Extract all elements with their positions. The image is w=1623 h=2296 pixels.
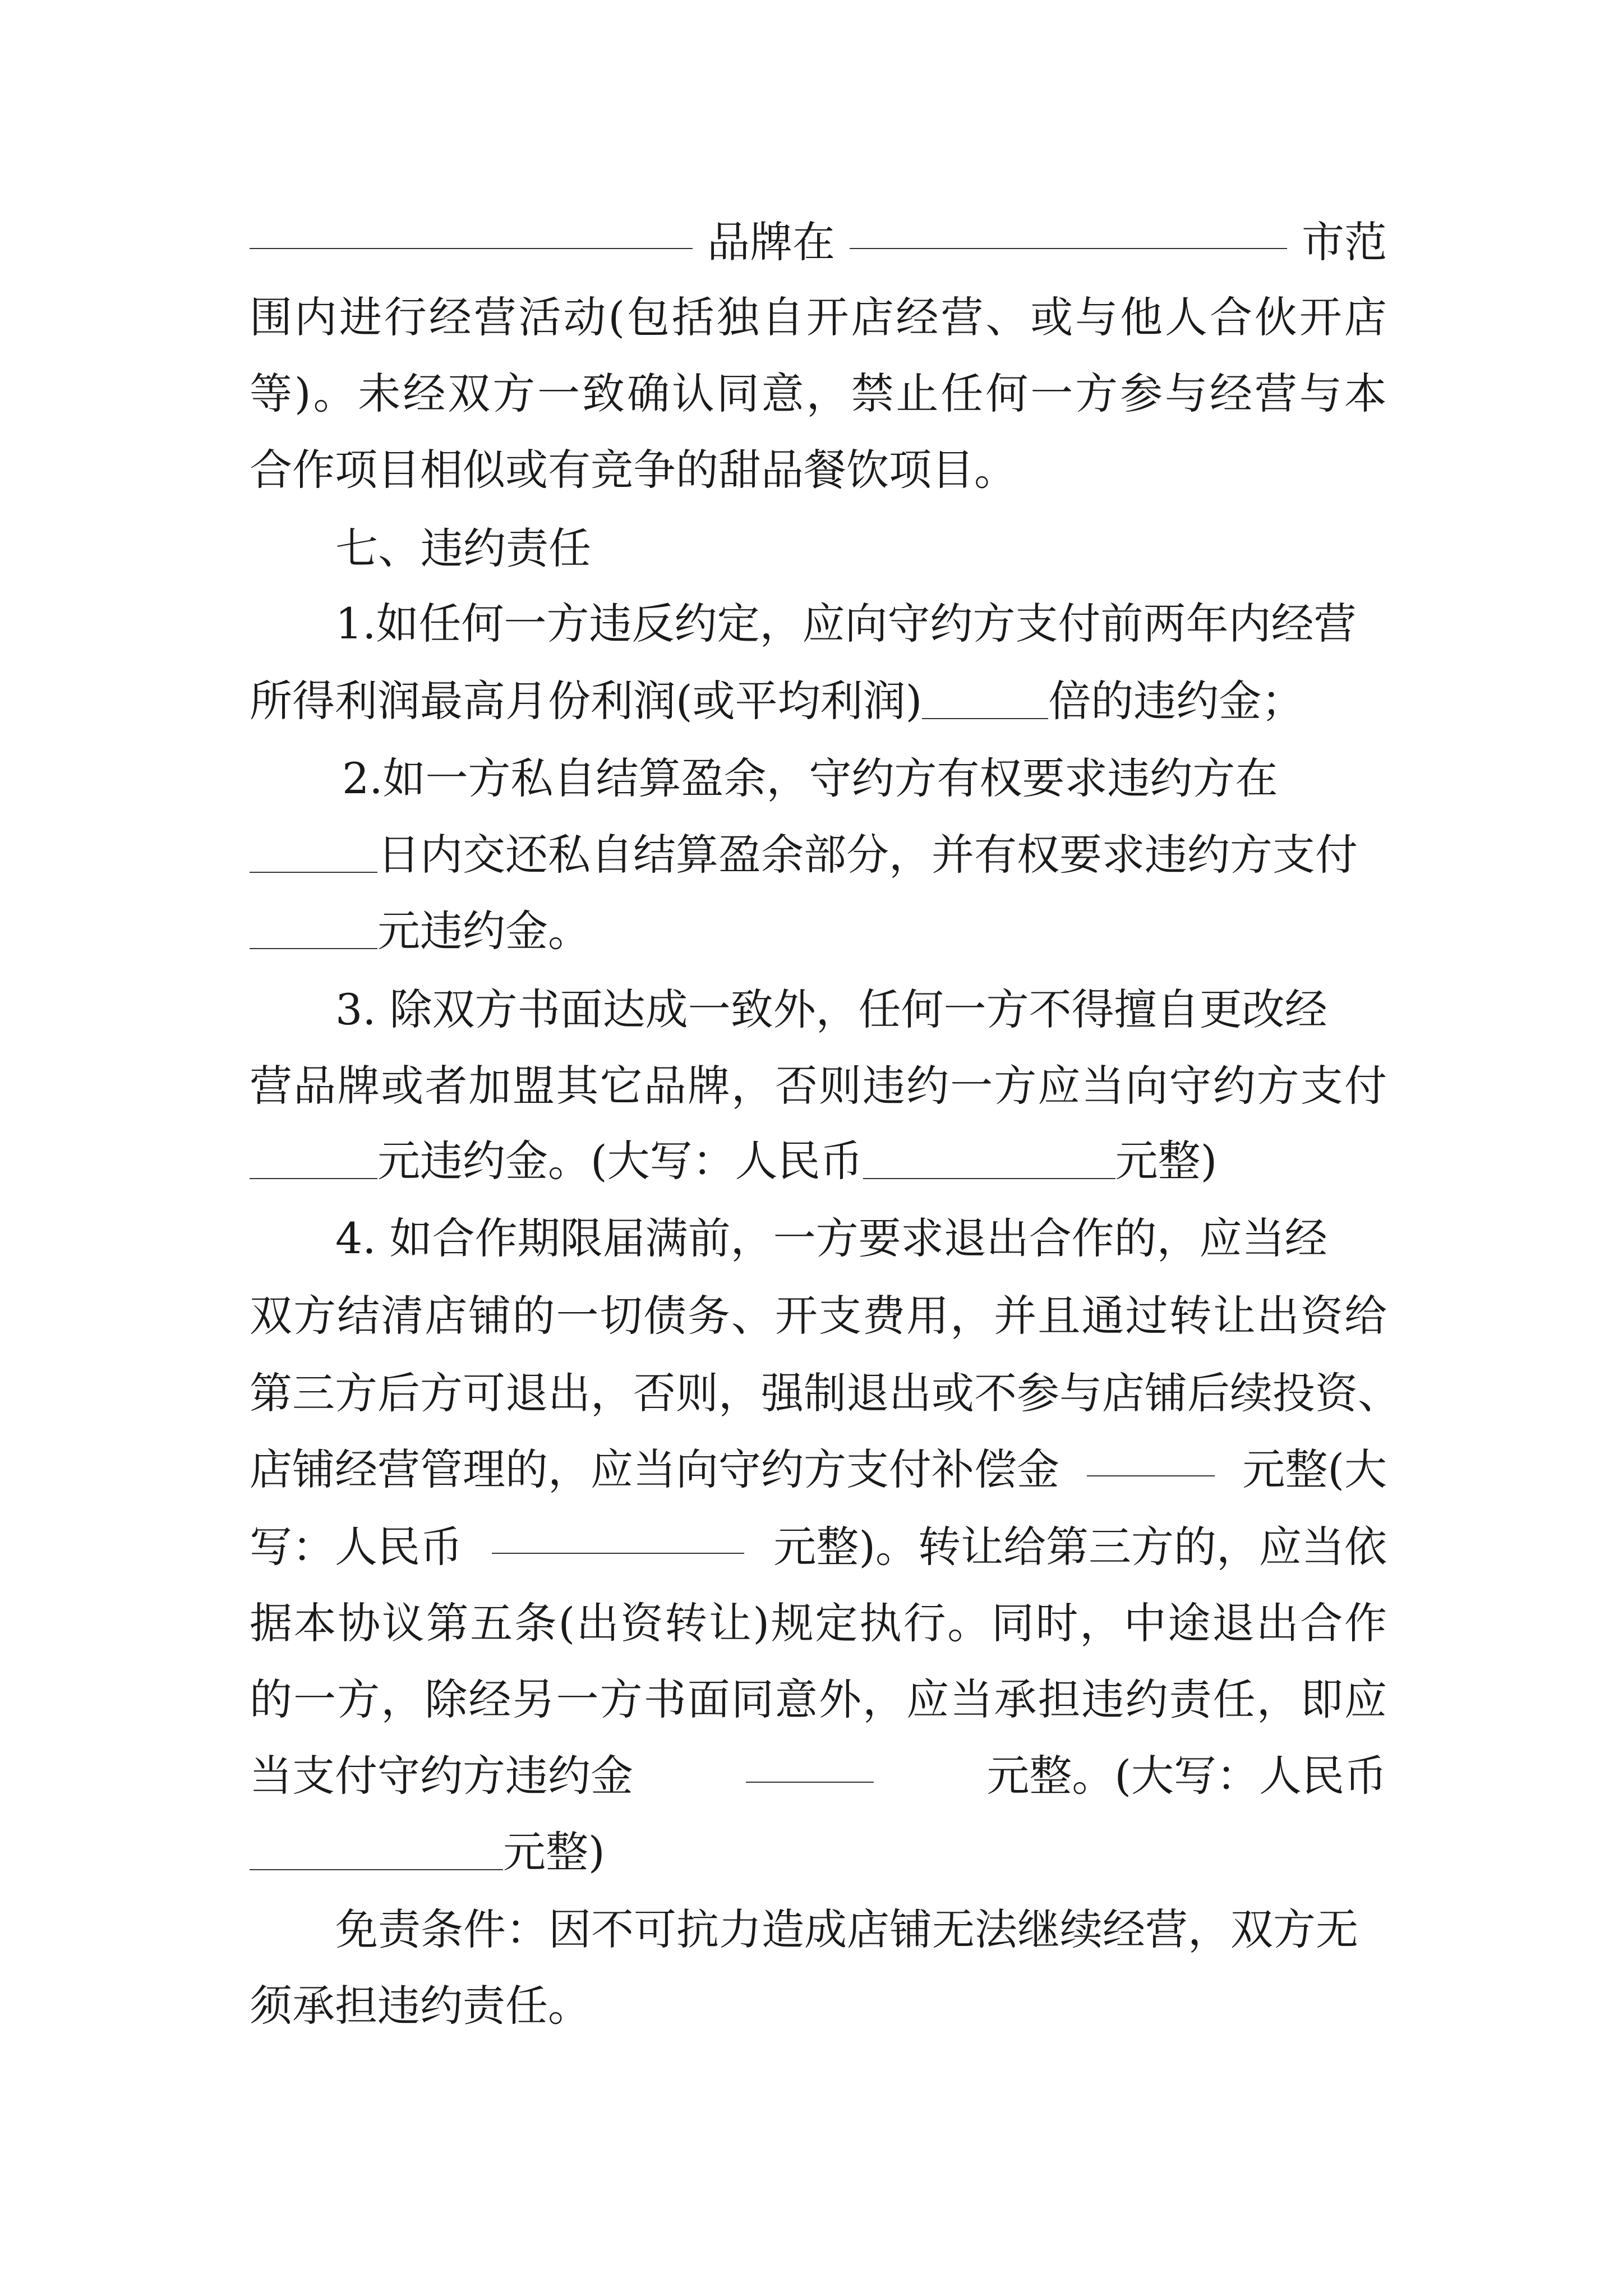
text-char: 议 <box>381 1598 425 1648</box>
text-char: 担 <box>1038 1674 1081 1724</box>
text-char: 合 <box>1300 1598 1343 1648</box>
text-char: 品 <box>643 1061 686 1111</box>
text-char: 合 <box>1209 292 1252 342</box>
text-char: 退 <box>846 1368 889 1418</box>
text-char: 伙 <box>1254 292 1297 342</box>
text-char: 约 <box>1212 1061 1256 1111</box>
text-char: 。 <box>313 369 356 418</box>
text-char: 切 <box>600 1291 643 1341</box>
text-char: 经 <box>403 369 446 418</box>
text-char: 后 <box>377 1368 420 1418</box>
text-char: 应 <box>906 1674 949 1724</box>
text-char: 让 <box>1212 1291 1256 1341</box>
text-char: 他 <box>1120 292 1163 342</box>
text-char: 规 <box>771 1598 814 1648</box>
text-char: ， <box>1256 1674 1299 1724</box>
text-char: 与 <box>1299 369 1342 418</box>
text-char: 止 <box>896 369 939 418</box>
text-fragment: 当支付守约方违约金 <box>250 1751 633 1801</box>
text-char: 一 <box>950 1061 993 1111</box>
text-char: 确 <box>626 369 670 418</box>
text-char: 活 <box>518 292 561 342</box>
text-char: 经 <box>896 292 939 342</box>
text-char: 开 <box>1299 292 1342 342</box>
text-char: 包 <box>626 292 670 342</box>
text-char: 方 <box>420 1368 463 1418</box>
clause-3-line <box>250 1052 1387 1120</box>
text-char: 协 <box>338 1598 381 1648</box>
text-char: 禁 <box>851 369 894 418</box>
text-char: 参 <box>1120 369 1163 418</box>
text-char: 一 <box>293 1674 336 1724</box>
paragraph-text: 2.如一方私自结算盈余，守约方有权要求违约方在 <box>342 753 1278 803</box>
text-char: 未 <box>358 369 401 418</box>
text-char: ， <box>863 1674 906 1724</box>
text-char: 。 <box>947 1598 990 1648</box>
blank-underline <box>250 1830 503 1870</box>
text-char: 同 <box>731 1674 774 1724</box>
exemption-line <box>335 1896 1387 1963</box>
text-fragment: 店铺经营管理的，应当向守约方支付补偿金 <box>250 1444 1059 1494</box>
blank-underline <box>250 1139 377 1179</box>
paragraph-text: 免责条件：因不可抗力造成店铺无法继续经营，双方无 <box>335 1904 1358 1954</box>
paragraph-text: 1.如任何一方违反约定，应向守约方支付前两年内经营 <box>335 599 1357 648</box>
text-char: 出 <box>889 1368 932 1418</box>
text-char: 牌 <box>337 1061 380 1111</box>
text-char: 方 <box>1075 369 1118 418</box>
text-char: 围 <box>250 292 292 342</box>
clause-4-line <box>250 1436 1387 1503</box>
text-char: 品 <box>293 1061 336 1111</box>
text-char: 一 <box>537 369 580 418</box>
text-char: 应 <box>1344 1674 1387 1724</box>
text-fragment: 日内交还私自结算盈余部分，并有权要求违约方支付 <box>377 830 1358 880</box>
text-char: 否 <box>774 1061 818 1111</box>
text-char: 制 <box>804 1368 846 1418</box>
text-char: ) <box>753 1598 769 1648</box>
text-char: 方 <box>293 1291 336 1341</box>
clause-4-line <box>250 1282 1387 1350</box>
text-line <box>250 284 1387 351</box>
text-char: 本 <box>293 1598 336 1648</box>
blank-underline <box>250 209 693 249</box>
text-fragment: 元整) <box>503 1827 605 1877</box>
text-char: 则 <box>819 1061 862 1111</box>
text-char: 向 <box>1125 1061 1168 1111</box>
text-char: ， <box>806 369 849 418</box>
text-char: ( <box>558 1598 575 1648</box>
text-char: 者 <box>425 1061 468 1111</box>
text-char: 通 <box>1081 1291 1124 1341</box>
text-fragment: 写：人民币 <box>250 1522 463 1572</box>
text-char: 务 <box>687 1291 730 1341</box>
text-char: ， <box>381 1674 424 1724</box>
text-char: 责 <box>1169 1674 1212 1724</box>
clause-4-line <box>250 1513 1387 1581</box>
text-char: 独 <box>716 292 759 342</box>
text-char: 转 <box>665 1598 708 1648</box>
text-char: 铺 <box>468 1291 511 1341</box>
text-char: 或 <box>381 1061 424 1111</box>
blank-underline <box>1087 1436 1215 1476</box>
text-char: 当 <box>950 1674 993 1724</box>
text-char: 店 <box>425 1291 468 1341</box>
text-line <box>250 209 1387 276</box>
text-char: 等 <box>250 369 292 418</box>
text-char: 与 <box>1059 1368 1102 1418</box>
text-char: 即 <box>1300 1674 1343 1724</box>
text-char: 进 <box>339 292 382 342</box>
text-char: 债 <box>643 1291 686 1341</box>
text-char: ， <box>591 1368 633 1418</box>
text-char: 自 <box>761 292 804 342</box>
text-char: ， <box>1080 1598 1123 1648</box>
clause-4-line <box>250 1360 1400 1427</box>
text-char: 认 <box>671 369 714 418</box>
text-char: 括 <box>671 292 714 342</box>
text-char: 方 <box>600 1674 643 1724</box>
text-char: ( <box>608 292 625 342</box>
text-char: 作 <box>1344 1598 1387 1648</box>
text-char: 经 <box>428 292 472 342</box>
text-char: 面 <box>687 1674 730 1724</box>
text-char: 条 <box>514 1598 557 1648</box>
text-char: 外 <box>819 1674 862 1724</box>
clause-1-line <box>250 668 1387 735</box>
text-char: 盟 <box>512 1061 555 1111</box>
text-char: 应 <box>1038 1061 1081 1111</box>
text-char: 营 <box>940 292 984 342</box>
text-char: 致 <box>582 369 625 418</box>
blank-underline <box>863 1139 1115 1179</box>
text-char: 执 <box>859 1598 902 1648</box>
text-char: 它 <box>600 1061 643 1111</box>
text-char: 、 <box>985 292 1029 342</box>
text-char: 除 <box>425 1674 468 1724</box>
text-char: 资 <box>1315 1368 1358 1418</box>
blank-underline <box>492 1513 744 1554</box>
text-char: 出 <box>548 1368 591 1418</box>
paragraph-text: 3. 除双方书面达成一致外，任何一方不得擅自更改经 <box>335 984 1327 1034</box>
text-char: 转 <box>1169 1291 1212 1341</box>
text-char: 出 <box>1256 1291 1299 1341</box>
paragraph-text: 合作项目相似或有竞争的甜品餐饮项目。 <box>250 445 1017 495</box>
text-char: 资 <box>1300 1291 1343 1341</box>
text-fragment: 所得利润最高月份利润(或平均利润) <box>250 676 923 726</box>
text-char: 第 <box>426 1598 469 1648</box>
text-char: 营 <box>1254 369 1297 418</box>
text-char: 五 <box>470 1598 513 1648</box>
clause-2-line <box>342 745 1387 812</box>
text-char: 出 <box>1256 1598 1299 1648</box>
text-char: 其 <box>556 1061 599 1111</box>
text-char: 人 <box>1165 292 1208 342</box>
text-char: 或 <box>1030 292 1073 342</box>
text-char: 方 <box>1256 1061 1299 1111</box>
text-char: 行 <box>384 292 427 342</box>
text-char: 一 <box>556 1291 599 1341</box>
text-char: 强 <box>761 1368 804 1418</box>
text-char: 的 <box>250 1674 292 1724</box>
text-fragment: 元整。(大写：人民币 <box>986 1751 1387 1801</box>
text-char: 方 <box>335 1368 377 1418</box>
text-char: 且 <box>1038 1291 1081 1341</box>
text-char: 不 <box>974 1368 1017 1418</box>
text-char: 方 <box>994 1061 1037 1111</box>
text-char: 同 <box>716 369 759 418</box>
text-fragment: 元违约金。 <box>377 906 591 956</box>
clause-2-line <box>250 898 1387 965</box>
text-char: 后 <box>1187 1368 1230 1418</box>
text-char: 铺 <box>1145 1368 1187 1418</box>
text-char: 否 <box>633 1368 676 1418</box>
blank-underline <box>250 909 377 949</box>
text-char: 则 <box>676 1368 718 1418</box>
paragraph-text: 须承担违约责任。 <box>250 1981 591 2031</box>
text-char: 营 <box>250 1061 292 1111</box>
text-char: 或 <box>932 1368 974 1418</box>
text-char: 并 <box>994 1291 1037 1341</box>
text-char: 店 <box>1102 1368 1145 1418</box>
text-char: 意 <box>761 369 804 418</box>
text-char: 、 <box>731 1291 774 1341</box>
text-char: 方 <box>337 1674 380 1724</box>
text-char: 双 <box>448 369 491 418</box>
text-char: 时 <box>1035 1598 1078 1648</box>
text-char: 费 <box>863 1291 906 1341</box>
text-char: 付 <box>1344 1061 1387 1111</box>
text-char: 过 <box>1125 1291 1168 1341</box>
text-char: 退 <box>505 1368 548 1418</box>
text-char: 、 <box>1358 1368 1400 1418</box>
blank-underline <box>250 832 377 873</box>
text-fragment: 元整(大 <box>1242 1444 1387 1494</box>
text-char: ， <box>950 1291 993 1341</box>
text-char: ) <box>294 369 311 418</box>
clause-3-line <box>335 976 1387 1043</box>
text-char: 定 <box>815 1598 858 1648</box>
text-char: 一 <box>1030 369 1073 418</box>
text-char: 违 <box>1081 1674 1124 1724</box>
text-char: 与 <box>1075 292 1118 342</box>
text-char: 参 <box>1017 1368 1059 1418</box>
exemption-line <box>250 1972 1387 2040</box>
text-fragment: 元整) <box>1115 1136 1218 1186</box>
text-char: 第 <box>250 1368 292 1418</box>
text-char: 承 <box>994 1674 1037 1724</box>
text-char: 动 <box>563 292 606 342</box>
text-char: 另 <box>512 1674 555 1724</box>
clause-4-line <box>250 1742 1387 1810</box>
text-char: 可 <box>463 1368 505 1418</box>
section-heading <box>335 515 1473 582</box>
text-fragment: 元整)。转让给第三方的，应当依 <box>773 1522 1387 1572</box>
text-char: 投 <box>1272 1368 1315 1418</box>
paragraph-text: 4. 如合作期限届满前，一方要求退出合作的，应当经 <box>335 1213 1327 1263</box>
section-heading-text: 七、违约责任 <box>335 523 591 573</box>
text-char: 三 <box>292 1368 335 1418</box>
text-char: 与 <box>1165 369 1208 418</box>
blank-underline <box>850 209 1287 249</box>
clause-1-line <box>335 590 1387 657</box>
text-char: 续 <box>1230 1368 1272 1418</box>
text-char: 据 <box>250 1598 292 1648</box>
text-char: 内 <box>294 292 337 342</box>
clause-4-line <box>250 1666 1387 1733</box>
text-char: 本 <box>1344 369 1387 418</box>
text-char: 当 <box>1081 1061 1124 1111</box>
text-char: 店 <box>1344 292 1387 342</box>
clause-3-line <box>250 1128 1387 1195</box>
text-char: 途 <box>1168 1598 1211 1648</box>
text-char: 任 <box>940 369 984 418</box>
text-char: 支 <box>1300 1061 1343 1111</box>
text-line <box>250 436 1387 504</box>
text-char: 约 <box>1125 1674 1168 1724</box>
text-char: 让 <box>708 1598 751 1648</box>
text-char: 结 <box>337 1291 380 1341</box>
text-char: 出 <box>576 1598 619 1648</box>
text-char: 开 <box>806 292 849 342</box>
text-char: 资 <box>620 1598 663 1648</box>
text-char: 方 <box>492 369 536 418</box>
text-fragment: 市范 <box>1302 217 1387 267</box>
text-char: 中 <box>1123 1598 1166 1648</box>
text-char: 经 <box>468 1674 511 1724</box>
text-char: 约 <box>906 1061 949 1111</box>
text-char: 行 <box>903 1598 946 1648</box>
text-char: 店 <box>851 292 894 342</box>
clause-4-line <box>250 1590 1387 1657</box>
text-char: 加 <box>468 1061 511 1111</box>
clause-4-line <box>250 1819 1387 1886</box>
text-char: 营 <box>473 292 517 342</box>
text-char: 给 <box>1344 1291 1387 1341</box>
blank-underline <box>746 1742 874 1783</box>
clause-2-line <box>250 821 1387 889</box>
text-fragment: 元违约金。(大写：人民币 <box>377 1136 863 1186</box>
text-char: 支 <box>819 1291 862 1341</box>
text-char: 何 <box>985 369 1029 418</box>
text-char: 的 <box>512 1291 555 1341</box>
text-char: 意 <box>774 1674 818 1724</box>
text-char: ， <box>718 1368 761 1418</box>
clause-4-line <box>335 1205 1387 1272</box>
text-char: 一 <box>556 1674 599 1724</box>
text-fragment: 品牌在 <box>707 217 835 267</box>
text-char: 守 <box>1169 1061 1212 1111</box>
text-line <box>250 360 1387 427</box>
text-char: 用 <box>906 1291 949 1341</box>
text-char: 退 <box>1212 1598 1255 1648</box>
text-char: 开 <box>774 1291 818 1341</box>
text-char: ， <box>731 1061 774 1111</box>
text-char: 清 <box>381 1291 424 1341</box>
text-char: 同 <box>991 1598 1034 1648</box>
text-char: 任 <box>1212 1674 1256 1724</box>
text-char: 违 <box>863 1061 906 1111</box>
text-char: 双 <box>250 1291 292 1341</box>
text-char: 牌 <box>687 1061 730 1111</box>
text-char: 经 <box>1209 369 1252 418</box>
text-char: 书 <box>643 1674 686 1724</box>
blank-underline <box>922 679 1048 719</box>
text-fragment: 倍的违约金； <box>1048 676 1304 726</box>
